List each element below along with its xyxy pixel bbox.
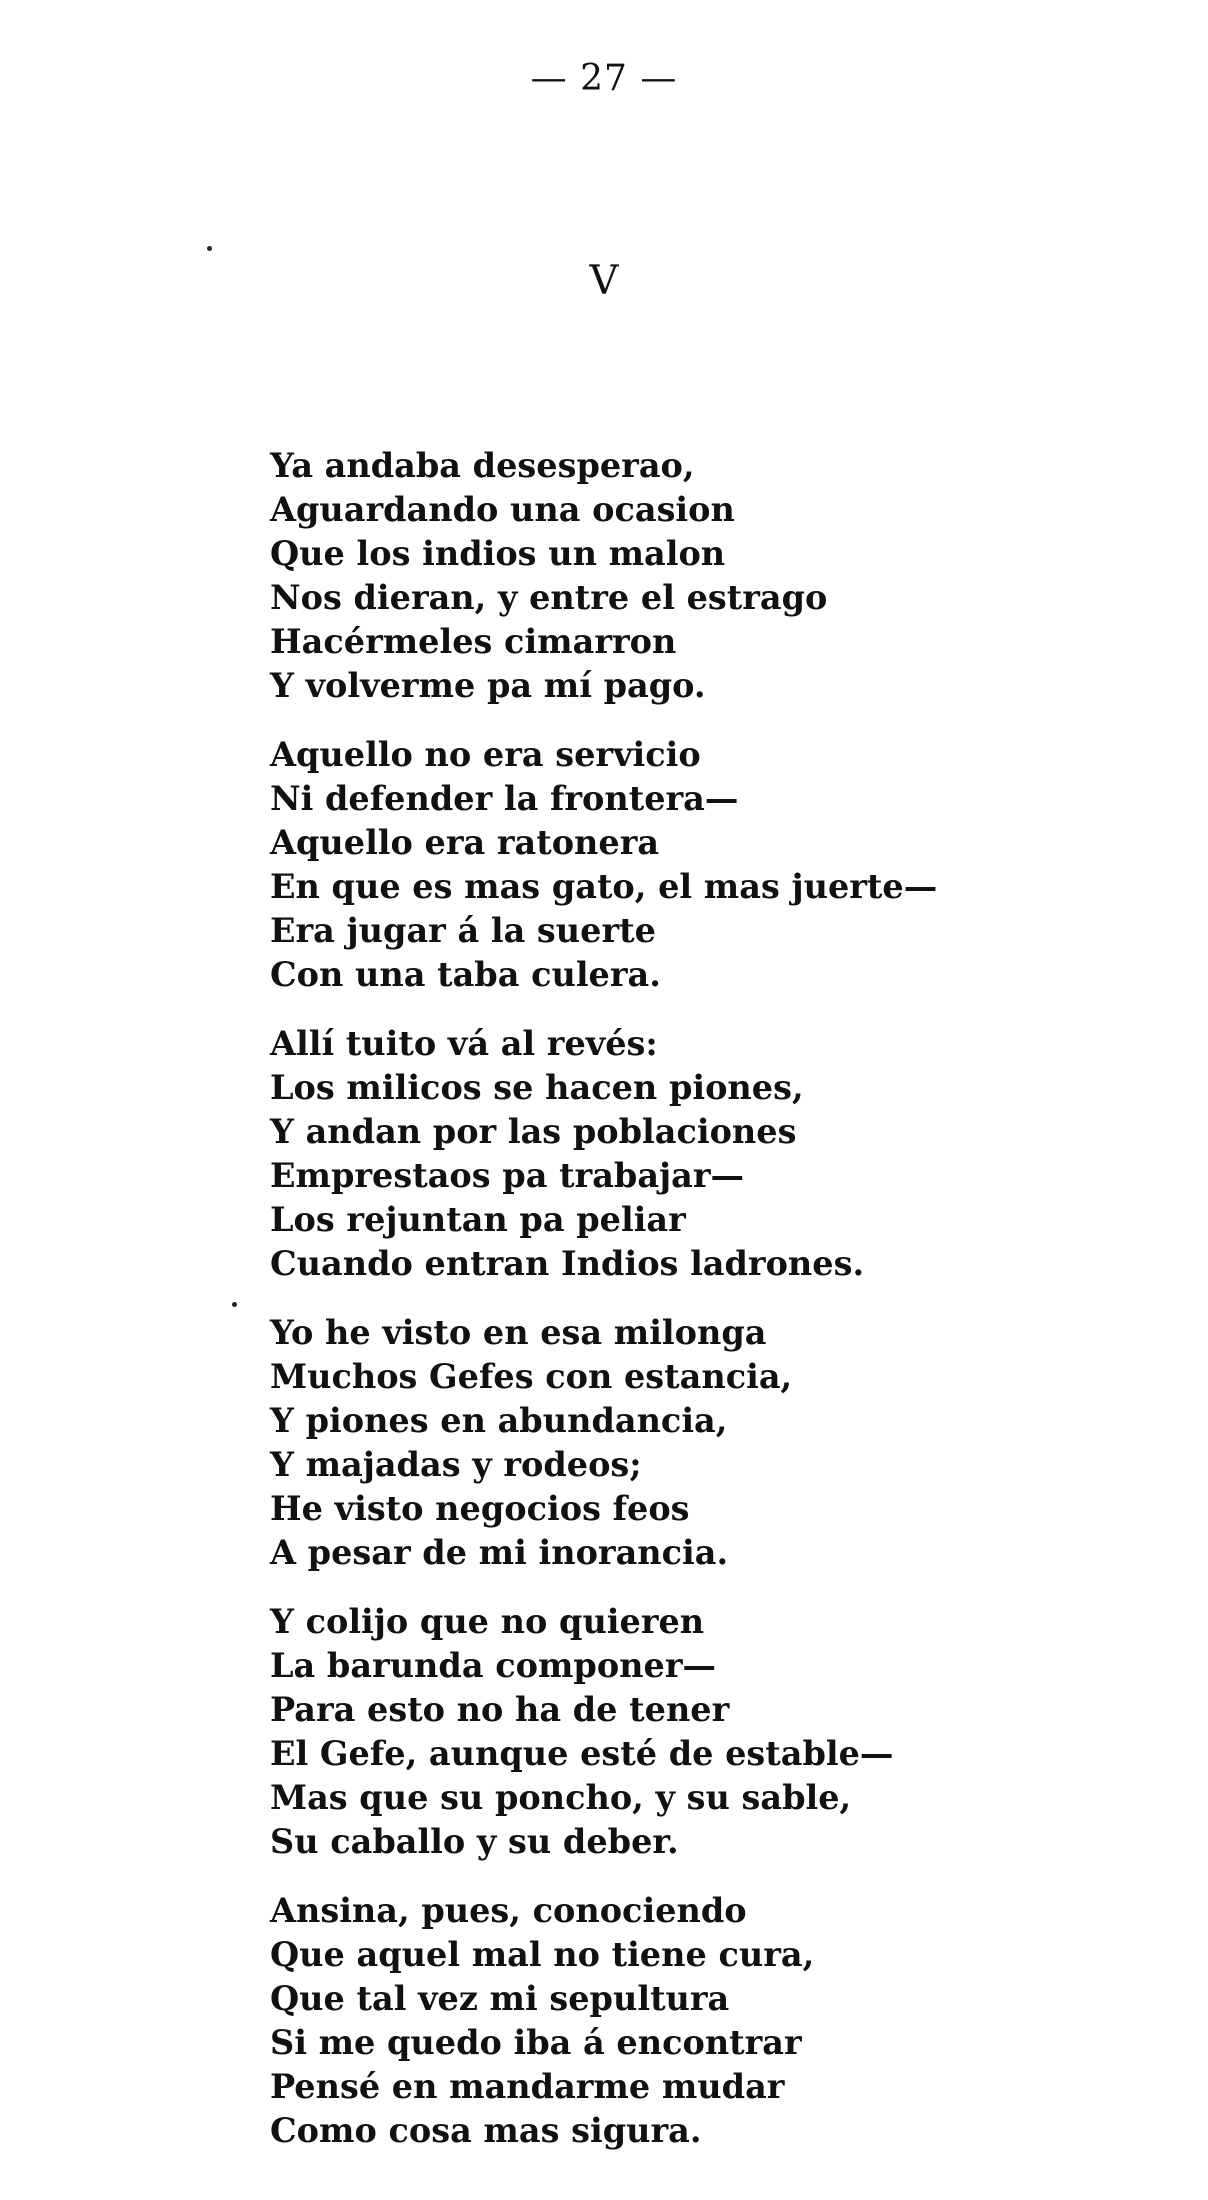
stanza xyxy=(270,733,1180,997)
verse-line: Y volverme pa mí pago. xyxy=(270,666,706,705)
verse-line: Los rejuntan pa peliar xyxy=(270,1200,686,1239)
verse-line: Si me quedo iba á encontrar xyxy=(270,2023,802,2062)
stanza xyxy=(270,1022,1180,1286)
verse-line: Aguardando una ocasion xyxy=(270,490,735,529)
verse-line: Ansina, pues, conociendo xyxy=(270,1891,747,1930)
verse-line: Los milicos se hacen piones, xyxy=(270,1068,804,1107)
verse-line: Allí tuito vá al revés: xyxy=(270,1024,658,1063)
verse-line: Y piones en abundancia, xyxy=(270,1401,728,1440)
verse-line: Emprestaos pa trabajar— xyxy=(270,1156,745,1195)
verse-line: Que los indios un malon xyxy=(270,534,726,573)
verse-line: Aquello era ratonera xyxy=(270,823,660,862)
verse-line: Ya andaba desesperao, xyxy=(270,446,695,485)
canto-heading: V xyxy=(589,258,619,304)
verse-line: Y colijo que no quieren xyxy=(270,1602,705,1641)
verse-line: Y majadas y rodeos; xyxy=(270,1445,642,1484)
verse-line: En que es mas gato, el mas juerte— xyxy=(270,867,938,906)
verse-line: Para esto no ha de tener xyxy=(270,1690,730,1729)
verse-line: Nos dieran, y entre el estrago xyxy=(270,578,828,617)
stanza xyxy=(270,1311,1180,1575)
verse-line: A pesar de mi inorancia. xyxy=(270,1533,729,1572)
verse-line: La barunda componer— xyxy=(270,1646,716,1685)
verse-line: Cuando entran Indios ladrones. xyxy=(270,1244,865,1283)
verse-line: Y andan por las poblaciones xyxy=(270,1112,797,1151)
verse-line: Como cosa mas sigura. xyxy=(270,2111,702,2150)
poem-body xyxy=(270,444,1180,2178)
verse-line: Hacérmeles cimarron xyxy=(270,622,677,661)
verse-line: Que aquel mal no tiene cura, xyxy=(270,1935,815,1974)
print-speck xyxy=(207,246,212,251)
verse-line: Ni defender la frontera— xyxy=(270,779,739,818)
verse-line: Muchos Gefes con estancia, xyxy=(270,1357,793,1396)
verse-line: Aquello no era servicio xyxy=(270,735,701,774)
verse-line: Era jugar á la suerte xyxy=(270,911,656,950)
print-speck xyxy=(232,1302,237,1307)
verse-line: Que tal vez mi sepultura xyxy=(270,1979,730,2018)
page-number: — 27 — xyxy=(530,58,678,99)
verse-line: Yo he visto en esa milonga xyxy=(270,1313,767,1352)
verse-line: Pensé en mandarme mudar xyxy=(270,2067,785,2106)
verse-line: Con una taba culera. xyxy=(270,955,661,994)
verse-line: El Gefe, aunque esté de estable— xyxy=(270,1734,894,1773)
verse-line: Su caballo y su deber. xyxy=(270,1822,679,1861)
verse-line: He visto negocios feos xyxy=(270,1489,690,1528)
stanza xyxy=(270,444,1180,708)
stanza xyxy=(270,1600,1180,1864)
verse-line: Mas que su poncho, y su sable, xyxy=(270,1778,852,1817)
stanza xyxy=(270,1889,1180,2153)
